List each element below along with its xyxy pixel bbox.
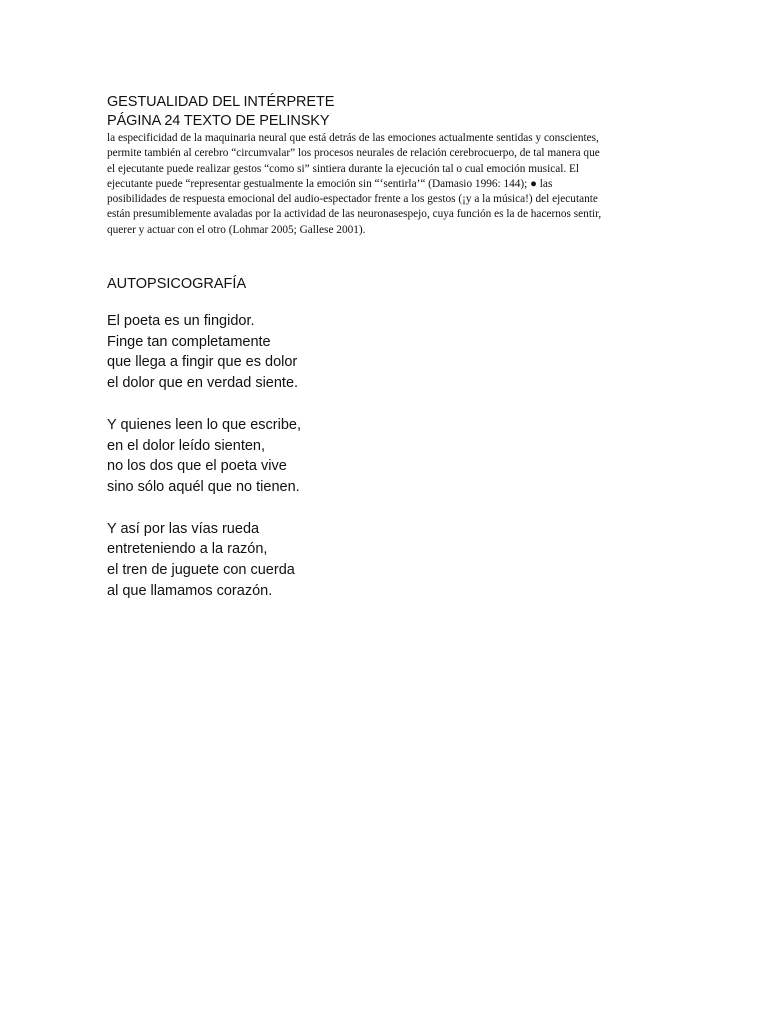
paragraph-line: querer y actuar con el otro (Lohmar 2005; Gallese 2001).	[107, 223, 366, 236]
poem-verse: no los dos que el poeta vive	[107, 458, 287, 475]
poem-verse: entreteniendo a la razón,	[107, 541, 268, 558]
poem-stanza	[107, 311, 667, 394]
paragraph-line: permite también al cerebro “circumvalar” los procesos neurales de relación cerebrocuerpo, de tal manera que	[107, 147, 600, 160]
poem-title: AUTOPSICOGRAFÍA	[107, 276, 247, 293]
paragraph-line: la especificidad de la maquinaria neural que está detrás de las emociones actualmente sentidas y conscientes,	[107, 132, 599, 144]
paragraph-line: posibilidades de respuesta emocional del audio-espectador frente a los gestos (¡y a la música!) del ejecutante	[107, 193, 598, 206]
heading-title: GESTUALIDAD DEL INTÉRPRETE	[107, 94, 335, 110]
paragraph-line: ejecutante puede “representar gestualmente la emoción sin “‘sentirla’“ (Damasio 1996: 144); ● las	[107, 177, 553, 190]
paragraph-line: el ejecutante puede realizar gestos “como si” sintiera durante la ejecución tal o cual emoción musical. El	[107, 162, 580, 175]
heading-subtitle: PÁGINA 24 TEXTO DE PELINSKY	[107, 113, 330, 129]
poem-verse: el tren de juguete con cuerda	[107, 562, 295, 579]
poem-stanza	[107, 415, 667, 498]
poem-verse: Y así por las vías rueda	[107, 520, 260, 537]
poem-verse: el dolor que en verdad siente.	[107, 375, 299, 392]
poem-verse: Y quienes leen lo que escribe,	[107, 416, 302, 433]
document-page	[107, 93, 667, 623]
poem-verse: Finge tan completamente	[107, 333, 271, 350]
document-heading	[107, 93, 667, 131]
paragraph-line: están presumiblemente avaladas por la actividad de las neuronasespejo, cuya función es la de hacernos sentir,	[107, 208, 602, 221]
poem-verse: El poeta es un fingidor.	[107, 313, 255, 330]
poem-verse: en el dolor leído sienten,	[107, 437, 265, 454]
poem-verse: al que llamamos corazón.	[107, 582, 273, 599]
poem	[107, 311, 667, 601]
poem-stanza	[107, 519, 667, 602]
poem-verse: que llega a fingir que es dolor	[107, 354, 298, 371]
pelinsky-paragraph	[107, 131, 667, 238]
poem-verse: sino sólo aquél que no tienen.	[107, 479, 300, 495]
